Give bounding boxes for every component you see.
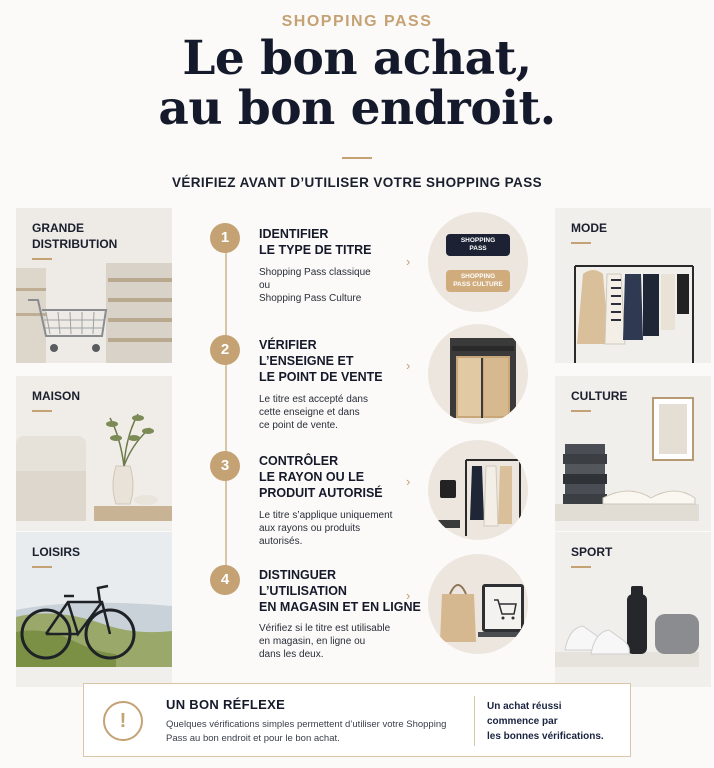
- category-rule: [32, 258, 52, 260]
- step-1-number: 1: [210, 223, 240, 253]
- chevron-right-icon: ›: [406, 474, 411, 489]
- category-rule: [32, 566, 52, 568]
- chevron-right-icon: ›: [406, 588, 411, 603]
- category-rule: [32, 410, 52, 412]
- category-loisirs: [16, 532, 172, 687]
- category-sport: [555, 532, 711, 687]
- shopping-pass-ticket: SHOPPING PASS: [446, 234, 510, 256]
- chevron-right-icon: ›: [406, 358, 411, 373]
- alert-icon: !: [103, 701, 143, 741]
- category-maison: [16, 376, 172, 531]
- bag-and-laptop-icon: [428, 554, 528, 654]
- eyebrow: SHOPPING PASS: [281, 13, 433, 30]
- category-rule: [571, 242, 591, 244]
- category-label-grande-distribution: GRANDE DISTRIBUTION: [32, 221, 118, 251]
- category-rule: [571, 410, 591, 412]
- step-2-number: 2: [210, 335, 240, 365]
- category-culture: [555, 376, 711, 531]
- category-label-loisirs: LOISIRS: [32, 545, 81, 559]
- step-3-number: 3: [210, 451, 240, 481]
- step-4-title: DISTINGUER L’UTILISATION EN MAGASIN ET EN LIGNE: [259, 568, 421, 614]
- reflex-box: [83, 683, 631, 757]
- step-3-title: CONTRÔLER LE RAYON OU LE PRODUIT AUTORISÉ: [259, 454, 383, 500]
- step-1-desc: Shopping Pass classique ou Shopping Pass Culture: [259, 267, 371, 304]
- category-label-sport: SPORT: [571, 545, 613, 559]
- divider: [474, 696, 475, 746]
- step-4-desc: Vérifiez si le titre est utilisable en magasin, en ligne ou dans les deux.: [259, 623, 391, 660]
- step-4-illustration: [428, 554, 528, 654]
- reflex-text: Quelques vérifications simples permettent d’utiliser votre Shopping Pass au bon endroit et pour le bon achat.: [166, 719, 447, 744]
- timeline-line: [225, 235, 227, 585]
- title-line-2: au bon endroit.: [158, 81, 556, 136]
- category-grande-distribution: [16, 208, 172, 363]
- step-2-desc: Le titre est accepté dans cette enseigne et dans ce point de vente.: [259, 394, 368, 431]
- clothing-aisle-icon: [428, 440, 528, 540]
- category-rule: [571, 566, 591, 568]
- step-2-title: VÉRIFIER L’ENSEIGNE ET LE POINT DE VENTE: [259, 338, 383, 384]
- reflex-quote: Un achat réussi commence par les bonnes vérifications.: [487, 701, 604, 742]
- chevron-right-icon: ›: [406, 254, 411, 269]
- title-rule: [342, 157, 372, 159]
- reflex-title: UN BON RÉFLEXE: [166, 697, 286, 712]
- step-4-number: 4: [210, 565, 240, 595]
- category-label-mode: MODE: [571, 221, 607, 235]
- step-3-desc: Le titre s’applique uniquement aux rayons ou produits autorisés.: [259, 510, 393, 547]
- step-1-title: IDENTIFIER LE TYPE DE TITRE: [259, 227, 372, 257]
- step-3-illustration: [428, 440, 528, 540]
- storefront-icon: [428, 324, 528, 424]
- category-mode: [555, 208, 711, 363]
- shopping-pass-culture-ticket: SHOPPING PASS CULTURE: [446, 270, 510, 292]
- subtitle: VÉRIFIEZ AVANT D’UTILISER VOTRE SHOPPING PASS: [171, 175, 543, 190]
- title-line-1: Le bon achat,: [182, 31, 532, 86]
- page-title: [0, 31, 714, 136]
- step-2-illustration: [428, 324, 528, 424]
- category-label-maison: MAISON: [32, 389, 80, 403]
- category-label-culture: CULTURE: [571, 389, 628, 403]
- step-1-illustration: [428, 212, 528, 312]
